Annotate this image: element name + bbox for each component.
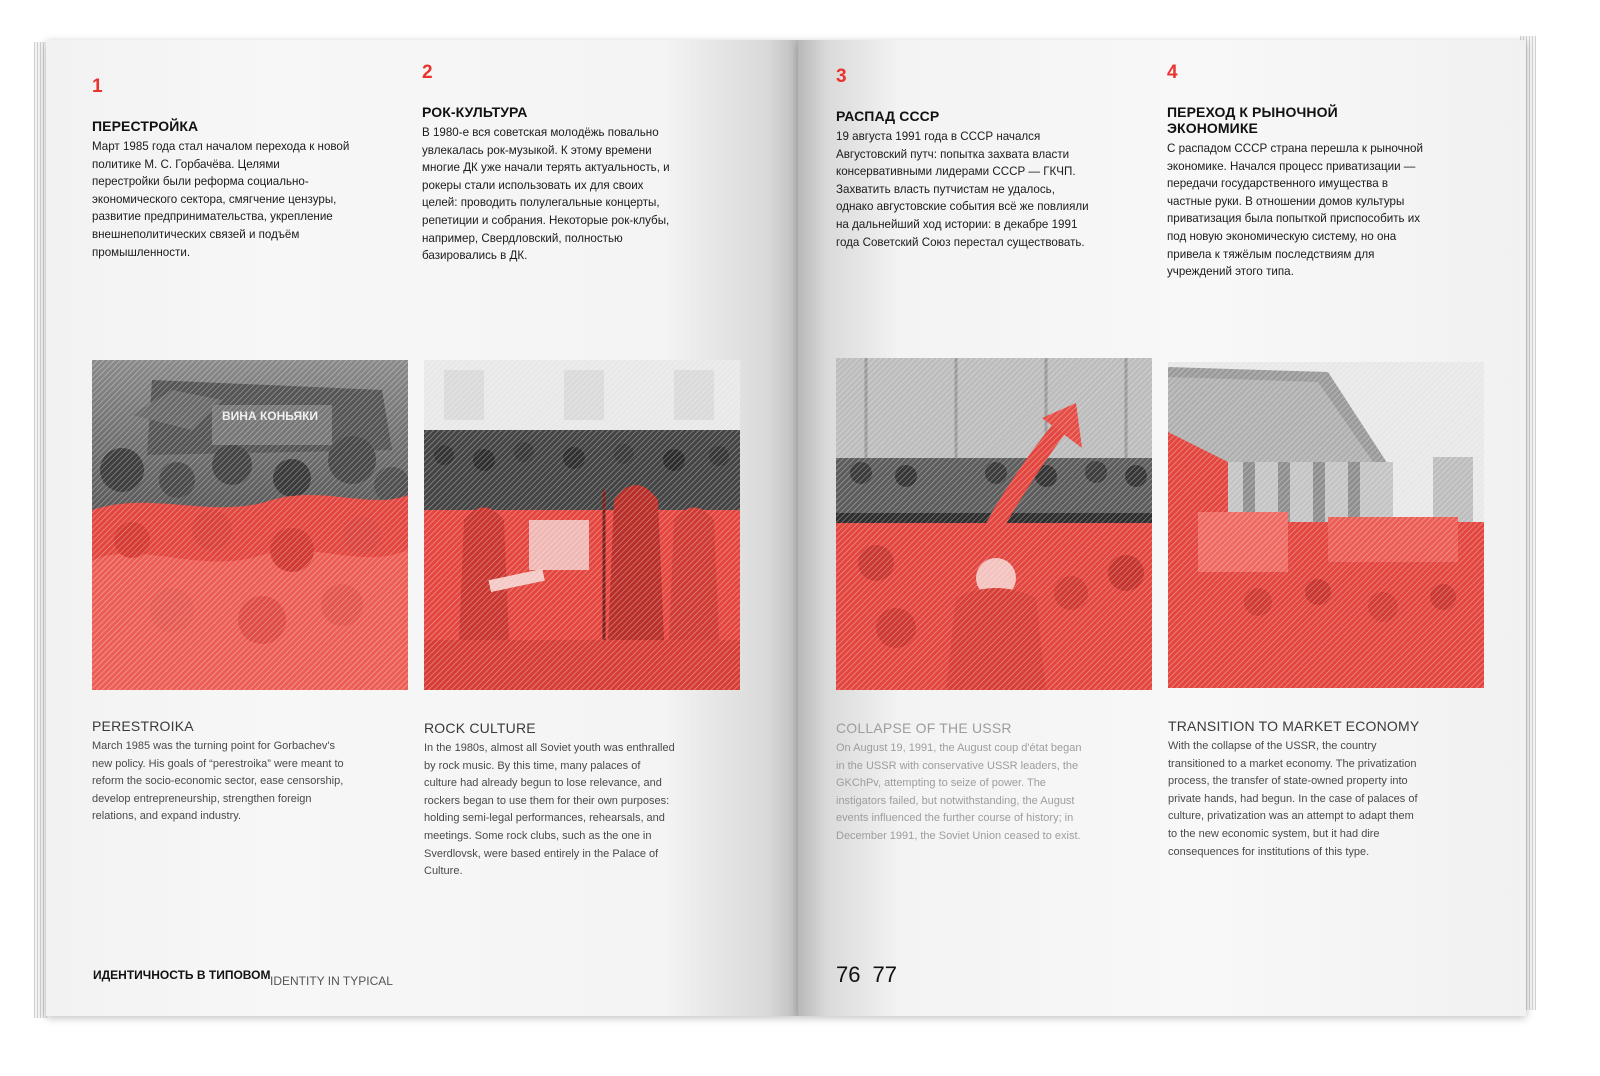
section-title-en: TRANSITION TO MARKET ECONOMY (1168, 718, 1420, 734)
section-body-en: On August 19, 1991, the August coup d'état began in the USSR with conservative USSR leaders, the GKChPv, attempting to seize of power. The instigators failed, but notwithstanding, the August events influenced the further course of history; in December 1991, the Soviet Union ceased to exist. (836, 742, 1082, 842)
perestroika-photo (92, 360, 408, 690)
running-title-en: IDENTITY IN TYPICAL (270, 974, 393, 988)
running-title-ru: ИДЕНТИЧНОСТЬ В ТИПОВОМ (93, 968, 271, 982)
section-title-en: PERESTROIKA (92, 718, 194, 734)
section-1-text (92, 76, 350, 261)
page-number-right: 77 (872, 962, 897, 987)
putsch-photo (836, 358, 1152, 690)
section-title-ru: РОК-КУЛЬТУРА (422, 104, 528, 120)
section-2-english (424, 720, 676, 881)
section-3-english (836, 720, 1090, 846)
section-4-english (1168, 718, 1422, 861)
page-numbers (836, 962, 909, 988)
section-number: 2 (422, 62, 433, 83)
section-title-en: ROCK CULTURE (424, 720, 536, 736)
palace-market-photo (1168, 362, 1484, 688)
section-body-en: In the 1980s, almost all Soviet youth was enthralled by rock music. By this time, many palaces of culture had already begun to lose relevance, and rockers began to use them for their own purposes: holding semi-legal performances, rehearsals, and meetings. Some rock clubs, such as the one in Sverdlovsk, were based entirely in the Palace of Culture. (424, 742, 675, 878)
section-body-ru: С распадом СССР страна перешла к рыночной экономике. Начался процесс приватизации — передачи государственного имущества в частные руки. В отношении домов культуры приватизация была попыткой приспособить их под новую экономическую систему, но она привела к тяжёлым последствиям для учреждений этого типа. (1167, 142, 1423, 279)
section-title-en: COLLAPSE OF THE USSR (836, 720, 1012, 736)
section-4-text (1167, 62, 1423, 281)
section-title-ru: ПЕРЕХОД К РЫНОЧНОЙ ЭКОНОМИКЕ (1167, 104, 1338, 136)
section-body-en: With the collapse of the USSR, the country transitioned to a market economy. The privatization process, the transfer of state-owned property into private hands, had begun. In the case of palaces of culture, privatization was an attempt to adapt them to the new economic system, but it had dire consequences for institutions of this type. (1168, 740, 1418, 858)
page-number-left: 76 (836, 962, 861, 987)
section-body-ru: В 1980-е вся советская молодёжь повально увлекалась рок-музыкой. К этому времени многие ДК уже начали терять актуальность, и рокеры стали использовать их для своих целей: проводить полулегальные концерты, репетиции и собрания. Некоторые рок-клубы, например, Свердловский, полностью базировались в ДК. (422, 126, 670, 263)
section-title-ru: РАСПАД СССР (836, 108, 940, 124)
section-body-ru: Март 1985 года стал началом перехода к новой политике М. С. Горбачёва. Целями перестройки были реформа социально-экономического сектора, смягчение цензуры, развитие предпринимательства, укрепление внешнеполитических связей и подъём промышленности. (92, 140, 350, 259)
rock-concert-photo (424, 360, 740, 690)
section-1-english (92, 718, 354, 826)
section-body-en: March 1985 was the turning point for Gorbachev's new policy. His goals of “perestroika” were meant to reform the socio-economic sector, ease censorship, develop entrepreneurship, strengthen foreign relations, and expand industry. (92, 740, 344, 823)
section-number: 4 (1167, 62, 1178, 83)
section-body-ru: 19 августа 1991 года в СССР начался Августовский путч: попытка захвата власти консервативными лидерами СССР — ГКЧП. Захватить власть путчистам не удалось, однако августовские события всё же повлияли на дальнейший ход истории: в декабре 1991 года Советский Союз перестал существовать. (836, 130, 1089, 249)
section-2-text (422, 62, 676, 265)
section-3-text (836, 66, 1090, 251)
section-title-ru: ПЕРЕСТРОЙКА (92, 118, 199, 134)
section-number: 3 (836, 66, 847, 87)
section-number: 1 (92, 76, 103, 97)
